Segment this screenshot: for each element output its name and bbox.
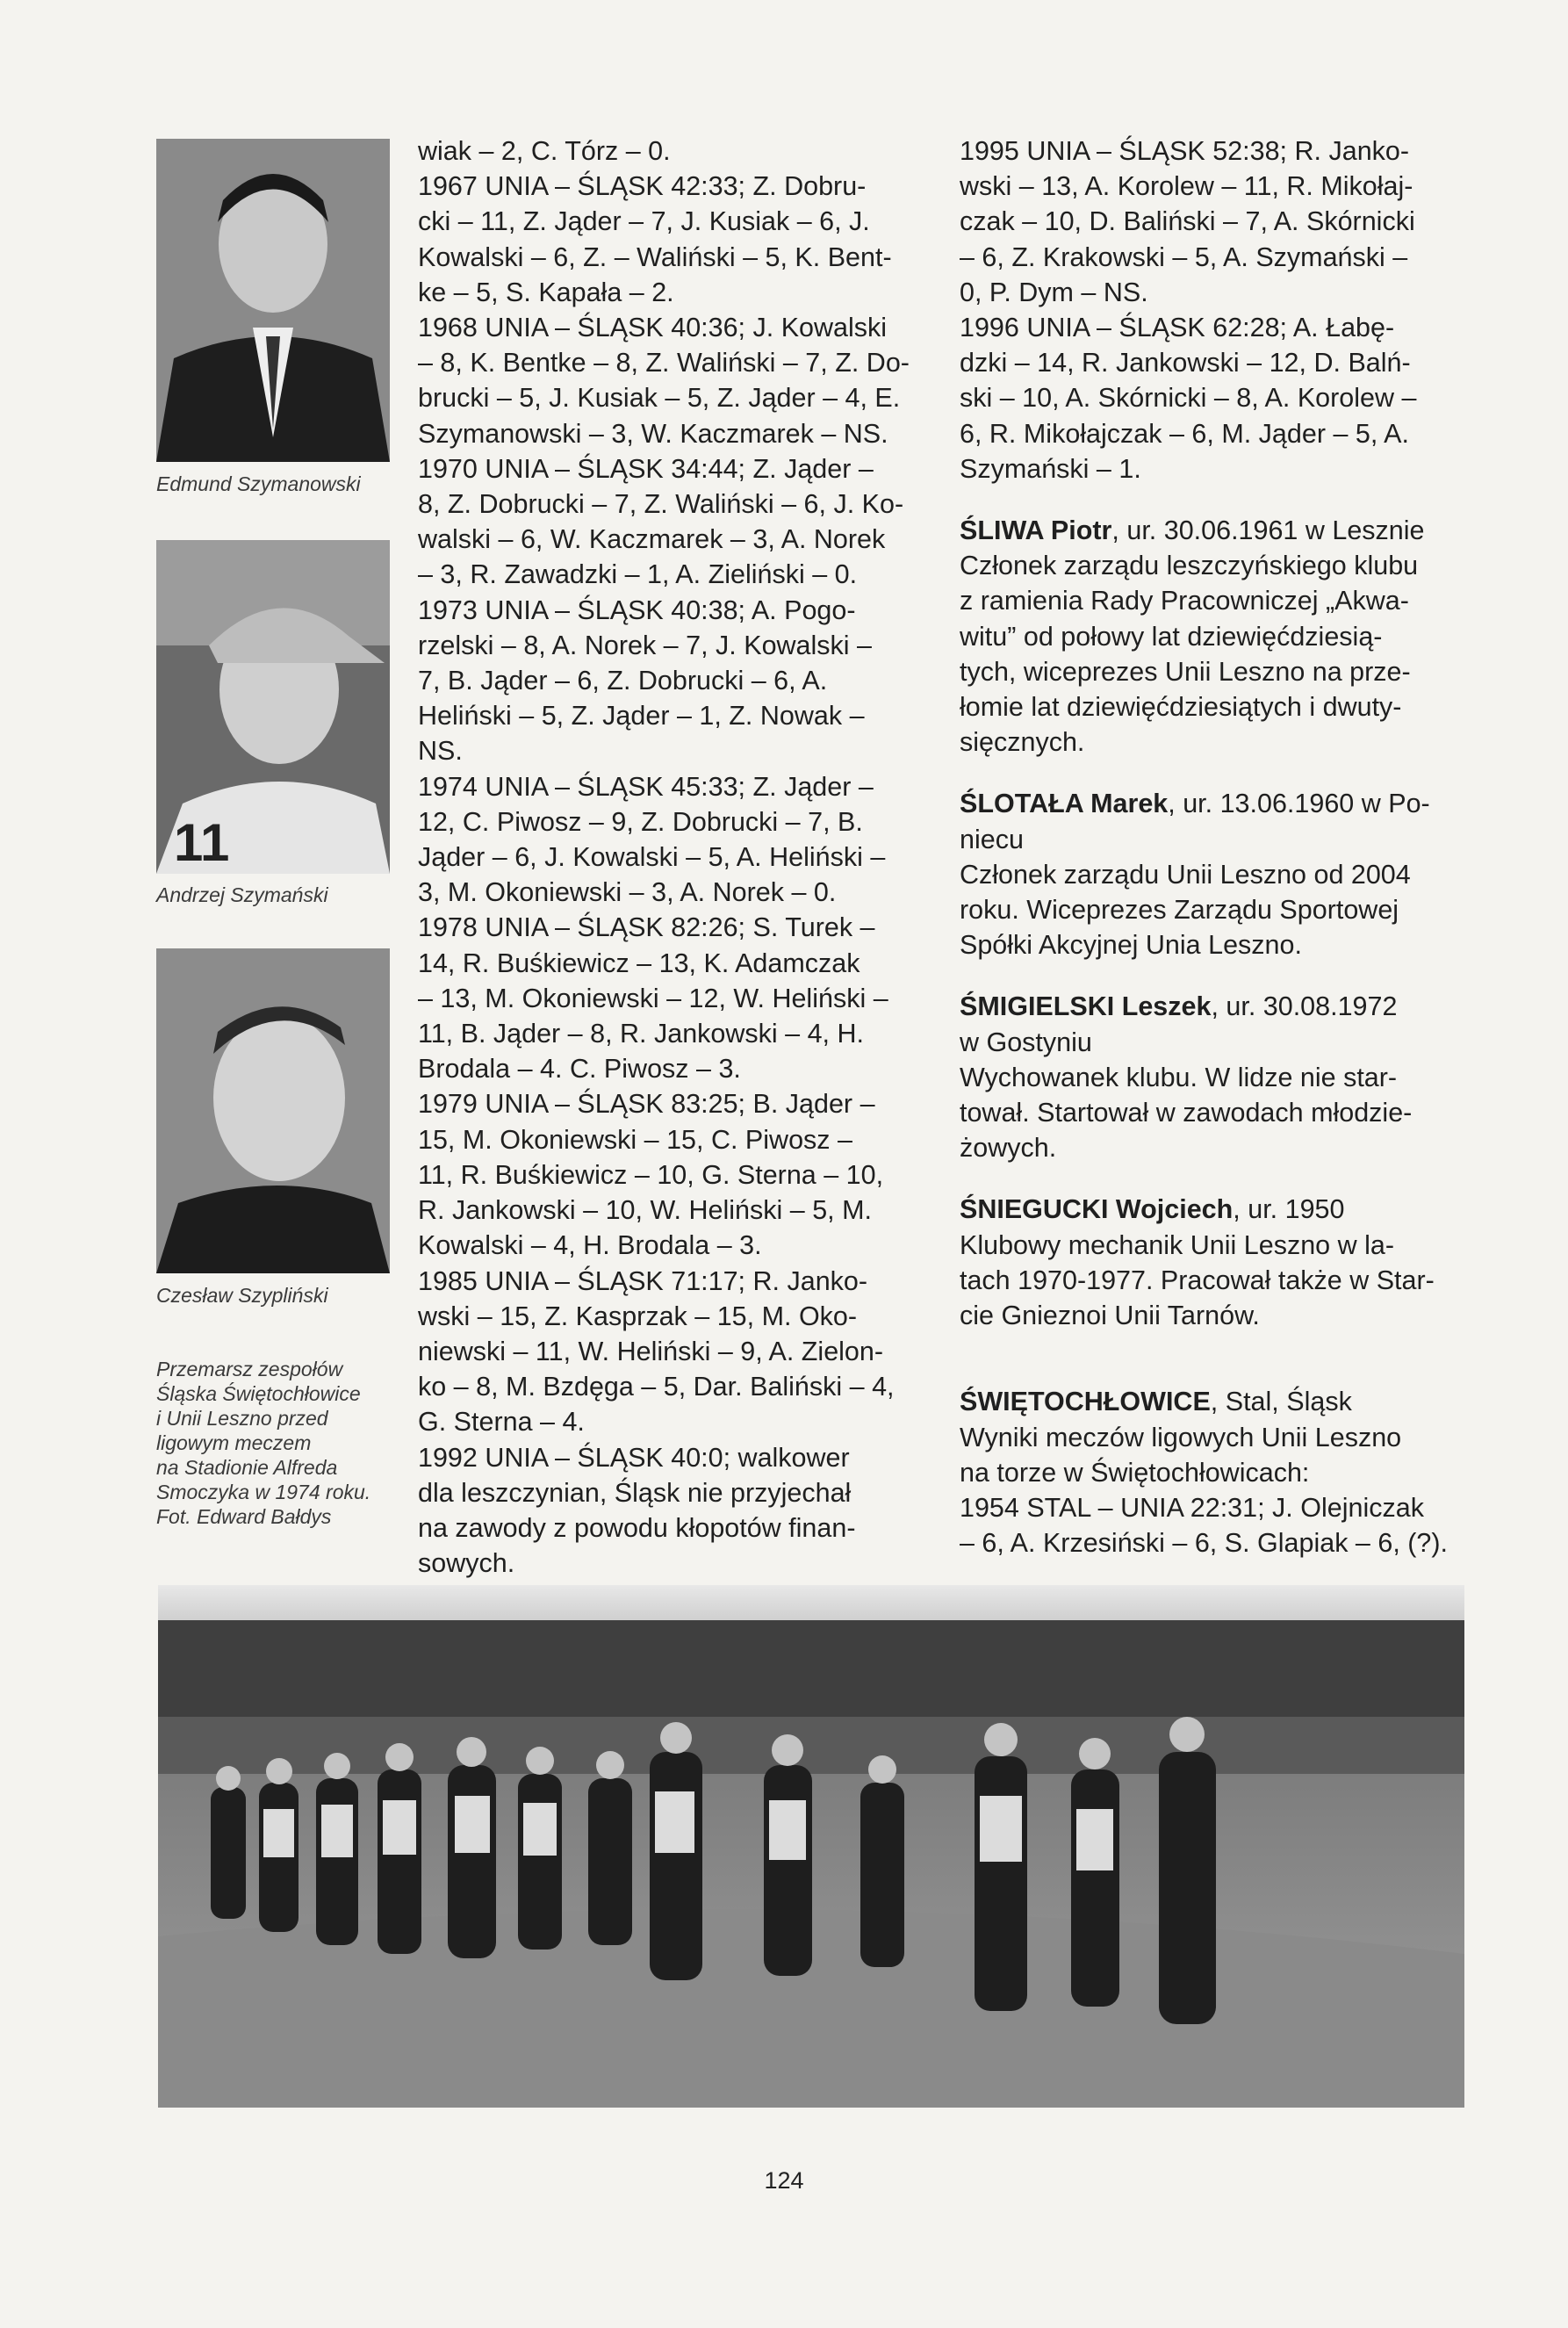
text-line: 11, R. Buśkiewicz – 10, G. Sterna – 10, bbox=[418, 1159, 884, 1190]
text-line: sięcznych. bbox=[960, 727, 1085, 758]
text-line: – 6, Z. Krakowski – 5, A. Szymański – bbox=[960, 241, 1408, 272]
text-line: 15, M. Okoniewski – 15, C. Piwosz – bbox=[418, 1124, 852, 1155]
caption-szyplinski: Czesław Szypliński bbox=[156, 1284, 328, 1307]
portrait-illustration bbox=[156, 948, 390, 1273]
text-line: tach 1970-1977. Pracował także w Star- bbox=[960, 1265, 1435, 1295]
caption-team-march bbox=[156, 1357, 370, 1529]
text-line: łomie lat dziewięćdziesiątych i dwuty- bbox=[960, 692, 1402, 723]
text-line: na torze w Świętochłowicach: bbox=[960, 1457, 1310, 1488]
portrait-illustration bbox=[156, 139, 390, 462]
caption-line: i Unii Leszno przed bbox=[156, 1407, 328, 1430]
text-line: – 6, A. Krzesiński – 6, S. Glapiak – 6, (?). bbox=[960, 1528, 1449, 1559]
text-line: 1973 UNIA – ŚLĄSK 40:38; A. Pogo- bbox=[418, 595, 856, 625]
text-line: z ramienia Rady Pracowniczej „Akwa- bbox=[960, 586, 1409, 616]
entry-heading-sliwa bbox=[960, 513, 1469, 548]
entry-name: ŚWIĘTOCHŁOWICE bbox=[960, 1387, 1211, 1417]
text-line: w Gostyniu bbox=[960, 1027, 1092, 1057]
text-line: 1979 UNIA – ŚLĄSK 83:25; B. Jąder – bbox=[418, 1089, 875, 1120]
text-line: 14, R. Buśkiewicz – 13, K. Adamczak bbox=[418, 948, 860, 978]
text-line: niewski – 11, W. Heliński – 9, A. Zielon- bbox=[418, 1336, 884, 1366]
entry-heading-slotala bbox=[960, 786, 1469, 821]
text-line: 0, P. Dym – NS. bbox=[960, 277, 1148, 307]
text-line: 8, Z. Dobrucki – 7, Z. Waliński – 6, J. Ko- bbox=[418, 489, 904, 520]
text-line: czak – 10, D. Baliński – 7, A. Skórnicki bbox=[960, 206, 1415, 237]
entry-birth: , ur. 30.06.1961 w Lesznie bbox=[1111, 515, 1425, 546]
text-line: niecu bbox=[960, 824, 1024, 854]
text-line: – 8, K. Bentke – 8, Z. Waliński – 7, Z. Do- bbox=[418, 348, 910, 378]
text-line: 6, R. Mikołajczak – 6, M. Jąder – 5, A. bbox=[960, 418, 1409, 449]
text-line: żowych. bbox=[960, 1133, 1057, 1164]
text-line: wski – 15, Z. Kasprzak – 15, M. Oko- bbox=[418, 1301, 858, 1331]
text-line: dzki – 14, R. Jankowski – 12, D. Balń- bbox=[960, 348, 1411, 378]
text-line: Heliński – 5, Z. Jąder – 1, Z. Nowak – bbox=[418, 701, 865, 732]
text-line: Jąder – 6, J. Kowalski – 5, A. Heliński – bbox=[418, 842, 886, 873]
text-line: 1995 UNIA – ŚLĄSK 52:38; R. Janko- bbox=[960, 136, 1410, 166]
text-line: 1967 UNIA – ŚLĄSK 42:33; Z. Dobru- bbox=[418, 171, 867, 202]
text-line: R. Jankowski – 10, W. Heliński – 5, M. bbox=[418, 1195, 872, 1226]
text-line: Szymanowski – 3, W. Kaczmarek – NS. bbox=[418, 418, 888, 449]
text-line: 1968 UNIA – ŚLĄSK 40:36; J. Kowalski bbox=[418, 313, 888, 343]
text-line: 3, M. Okoniewski – 3, A. Norek – 0. bbox=[418, 877, 837, 908]
text-line: ko – 8, M. Bzdęga – 5, Dar. Baliński – 4, bbox=[418, 1372, 895, 1402]
text-line: 1954 STAL – UNIA 22:31; J. Olejniczak bbox=[960, 1492, 1424, 1523]
team-photo-illustration bbox=[158, 1585, 1464, 2108]
text-line: dla leszczynian, Śląsk nie przyjechał bbox=[418, 1477, 852, 1508]
text-line: Szymański – 1. bbox=[960, 453, 1141, 484]
text-line: na zawody z powodu kłopotów finan- bbox=[418, 1512, 856, 1543]
text-line: Wyniki meczów ligowych Unii Leszno bbox=[960, 1422, 1402, 1452]
entry-heading-swietochlowice bbox=[960, 1384, 1469, 1419]
text-line: witu” od połowy lat dziewięćdziesią- bbox=[960, 621, 1383, 652]
text-line: G. Sterna – 4. bbox=[418, 1407, 585, 1438]
portrait-edmund-szymanowski bbox=[156, 139, 390, 462]
caption-line: Śląska Świętochłowice bbox=[156, 1382, 361, 1405]
text-line: Spółki Akcyjnej Unia Leszno. bbox=[960, 930, 1302, 961]
text-line: tował. Startował w zawodach młodzie- bbox=[960, 1098, 1413, 1128]
portrait-czeslaw-szyplinski bbox=[156, 948, 390, 1273]
caption-line: Smoczyka w 1974 roku. bbox=[156, 1481, 371, 1503]
text-line: wiak – 2, C. Tórz – 0. bbox=[418, 136, 671, 166]
text-line: 12, C. Piwosz – 9, Z. Dobrucki – 7, B. bbox=[418, 806, 863, 837]
text-line: 7, B. Jąder – 6, Z. Dobrucki – 6, A. bbox=[418, 666, 828, 696]
text-line: ski – 10, A. Skórnicki – 8, A. Korolew – bbox=[960, 383, 1417, 414]
text-line: cki – 11, Z. Jąder – 7, J. Kusiak – 6, J. bbox=[418, 206, 870, 237]
text-line: tych, wiceprezes Unii Leszno na prze- bbox=[960, 656, 1411, 687]
text-line: – 3, R. Zawadzki – 1, A. Zieliński – 0. bbox=[418, 559, 858, 590]
svg-text:11: 11 bbox=[174, 813, 230, 872]
text-line: NS. bbox=[418, 736, 463, 767]
page-number: 124 bbox=[764, 2167, 804, 2194]
entry-heading-smigielski bbox=[960, 989, 1469, 1024]
caption-line: na Stadionie Alfreda bbox=[156, 1456, 338, 1479]
text-line: Członek zarządu leszczyńskiego klubu bbox=[960, 551, 1419, 581]
entry-birth: , ur. 30.08.1972 bbox=[1211, 991, 1398, 1022]
right-column-text bbox=[960, 133, 1469, 1560]
text-line: Kowalski – 4, H. Brodala – 3. bbox=[418, 1230, 762, 1261]
caption-szymanski: Andrzej Szymański bbox=[156, 883, 328, 906]
text-line: 1974 UNIA – ŚLĄSK 45:33; Z. Jąder – bbox=[418, 771, 874, 802]
text-line: rzelski – 8, A. Norek – 7, J. Kowalski – bbox=[418, 630, 873, 660]
entry-name: ŚNIEGUCKI Wojciech bbox=[960, 1194, 1234, 1225]
text-line: – 13, M. Okoniewski – 12, W. Heliński – bbox=[418, 983, 888, 1013]
text-line: 1992 UNIA – ŚLĄSK 40:0; walkower bbox=[418, 1442, 850, 1473]
text-line: sowych. bbox=[418, 1548, 515, 1579]
portrait-andrzej-szymanski bbox=[156, 540, 390, 874]
text-line: walski – 6, W. Kaczmarek – 3, A. Norek bbox=[418, 524, 886, 555]
text-line: Kowalski – 6, Z. – Waliński – 5, K. Bent- bbox=[418, 241, 892, 272]
text-line: Klubowy mechanik Unii Leszno w la- bbox=[960, 1229, 1394, 1260]
caption-line: Fot. Edward Bałdys bbox=[156, 1505, 332, 1528]
entry-birth: , ur. 1950 bbox=[1233, 1194, 1345, 1225]
text-line: Wychowanek klubu. W lidze nie star- bbox=[960, 1062, 1398, 1092]
text-line: roku. Wiceprezes Zarządu Sportowej bbox=[960, 895, 1399, 926]
text-line: cie Gnieznoi Unii Tarnów. bbox=[960, 1301, 1260, 1331]
text-line: 1970 UNIA – ŚLĄSK 34:44; Z. Jąder – bbox=[418, 453, 874, 484]
caption-szymanowski: Edmund Szymanowski bbox=[156, 472, 361, 495]
caption-line: ligowym meczem bbox=[156, 1431, 312, 1454]
text-line: brucki – 5, J. Kusiak – 5, Z. Jąder – 4, E. bbox=[418, 383, 901, 414]
text-line: 1985 UNIA – ŚLĄSK 71:17; R. Janko- bbox=[418, 1265, 868, 1296]
team-march-photo bbox=[158, 1585, 1464, 2108]
entry-name: ŚMIGIELSKI Leszek bbox=[960, 991, 1212, 1022]
portrait-illustration bbox=[156, 540, 390, 874]
text-line: ke – 5, S. Kapała – 2. bbox=[418, 277, 674, 307]
text-line: 11, B. Jąder – 8, R. Jankowski – 4, H. bbox=[418, 1019, 865, 1049]
entry-name: ŚLOTAŁA Marek bbox=[960, 789, 1169, 819]
text-line: wski – 13, A. Korolew – 11, R. Mikołaj- bbox=[960, 171, 1413, 202]
caption-line: Przemarsz zespołów bbox=[156, 1358, 343, 1380]
middle-column-text bbox=[418, 133, 917, 1581]
text-line: 1978 UNIA – ŚLĄSK 82:26; S. Turek – bbox=[418, 912, 875, 943]
text-line: Członek zarządu Unii Leszno od 2004 bbox=[960, 859, 1411, 890]
entry-birth: , ur. 13.06.1960 w Po- bbox=[1168, 789, 1430, 819]
entry-name: ŚLIWA Piotr bbox=[960, 515, 1112, 546]
text-line: 1996 UNIA – ŚLĄSK 62:28; A. Łabę- bbox=[960, 313, 1395, 343]
entry-birth: , Stal, Śląsk bbox=[1210, 1387, 1352, 1417]
entry-heading-sniegucki bbox=[960, 1192, 1469, 1227]
text-line: Brodala – 4. C. Piwosz – 3. bbox=[418, 1054, 741, 1085]
